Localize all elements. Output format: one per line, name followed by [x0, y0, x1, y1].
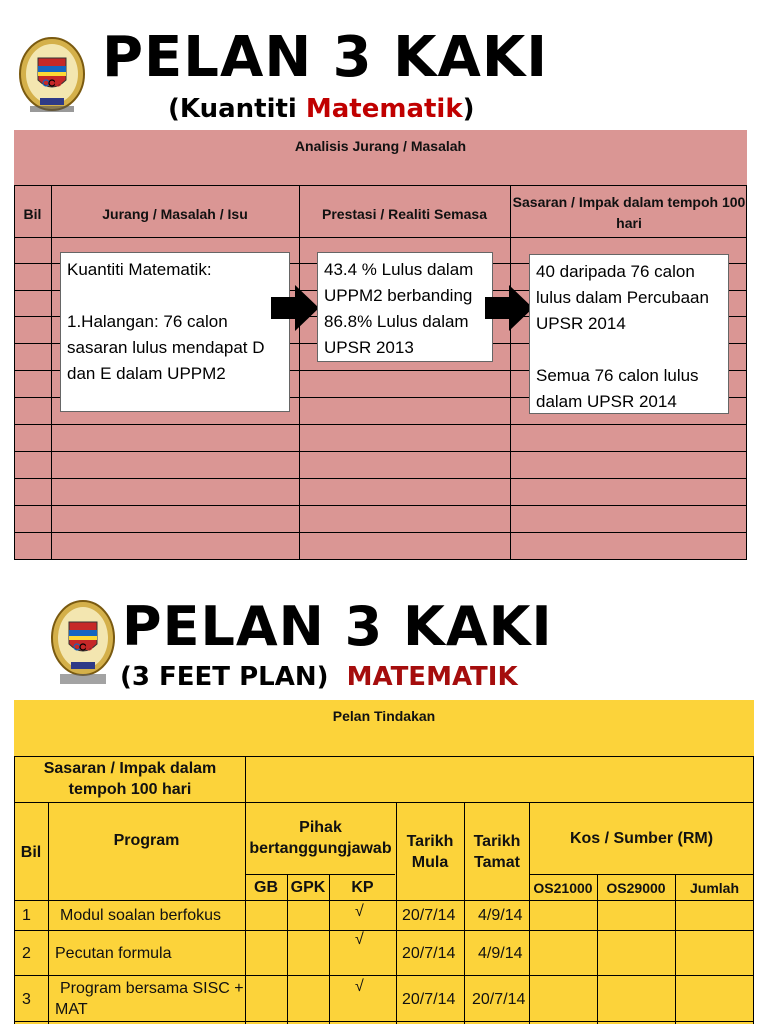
prestasi-box-body: 43.4 % Lulus dalam UPPM2 berbanding 86.8% Lulus dalam UPSR 2013 [324, 260, 474, 357]
sasaran-box-line1: 40 daripada 76 calon lulus dalam Percubaan UPSR 2014 [536, 262, 709, 333]
page-title: PELAN 3 KAKI [102, 25, 549, 90]
col-kos-header: Kos / Sumber (RM) [569, 830, 714, 847]
col-pihak-header: Pihak bertanggungjawab [249, 819, 392, 857]
subtitle-prefix: (Kuantiti [168, 94, 306, 124]
subtitle-black: (3 FEET PLAN) [120, 662, 329, 692]
row1-mula: 20/7/14 [402, 907, 456, 924]
row3-program: Program bersama SISC + MAT [55, 980, 244, 1018]
col-program-header: Program [113, 832, 180, 849]
row1-tamat: 4/9/14 [478, 907, 523, 924]
row1-program: Modul soalan berfokus [60, 907, 221, 924]
right-arrow-icon [271, 285, 319, 331]
subtitle-suffix: ) [462, 94, 475, 124]
col-tamat-header: Tarikh Tamat [473, 833, 521, 871]
school-crest-logo [18, 36, 86, 114]
sasaran-box-line2: Semua 76 calon lulus dalam UPSR 2014 [536, 366, 699, 411]
jurang-text-box [60, 252, 290, 412]
col-prestasi-header: Prestasi / Realiti Semasa [322, 206, 487, 222]
col-mula-header: Tarikh Mula [406, 833, 454, 871]
row3-tamat: 20/7/14 [472, 991, 526, 1008]
page-title-2: PELAN 3 KAKI [122, 595, 553, 658]
sasaran-text-box [529, 254, 729, 414]
page-subtitle [168, 96, 475, 122]
row3-mula: 20/7/14 [402, 991, 456, 1008]
school-crest-logo [50, 598, 116, 688]
col-jumlah-header: Jumlah [689, 880, 739, 896]
jurang-box-body: 1.Halangan: 76 calon sasaran lulus mendapat D dan E dalam UPPM2 [67, 312, 265, 383]
col-gpk-header: GPK [290, 879, 326, 896]
row1-bil: 1 [22, 907, 31, 924]
col-sasaran-header: Sasaran / Impak dalam tempoh 100 hari [512, 194, 746, 231]
row2-tamat: 4/9/14 [478, 945, 523, 962]
col-os21000-header: OS21000 [533, 880, 593, 896]
sasaran-header: Sasaran / Impak dalam tempoh 100 hari [43, 760, 217, 798]
row2-program: Pecutan formula [55, 945, 172, 962]
col-jurang-header: Jurang / Masalah / Isu [102, 206, 248, 222]
row3-kp-check: √ [355, 978, 364, 995]
row2-kp-check: √ [355, 931, 364, 948]
subtitle-red: MATEMATIK [346, 662, 518, 692]
page-subtitle-2 [120, 664, 518, 690]
row3-bil: 3 [22, 991, 31, 1008]
col-gb-header: GB [254, 879, 278, 896]
subtitle-highlight: Matematik [305, 94, 463, 124]
col-os29000-header: OS29000 [606, 880, 666, 896]
row2-bil: 2 [22, 945, 31, 962]
jurang-box-title: Kuantiti Matematik: [67, 260, 212, 279]
col-kp-header: KP [351, 879, 374, 896]
row1-kp-check: √ [355, 903, 364, 920]
analysis-table-header: Analisis Jurang / Masalah [294, 138, 467, 154]
col-bil-header-2: Bil [20, 844, 42, 861]
row2-mula: 20/7/14 [402, 945, 456, 962]
prestasi-text-box [317, 252, 493, 362]
right-arrow-icon [485, 285, 533, 331]
action-plan-header: Pelan Tindakan [332, 708, 436, 724]
col-bil-header: Bil [23, 206, 42, 222]
